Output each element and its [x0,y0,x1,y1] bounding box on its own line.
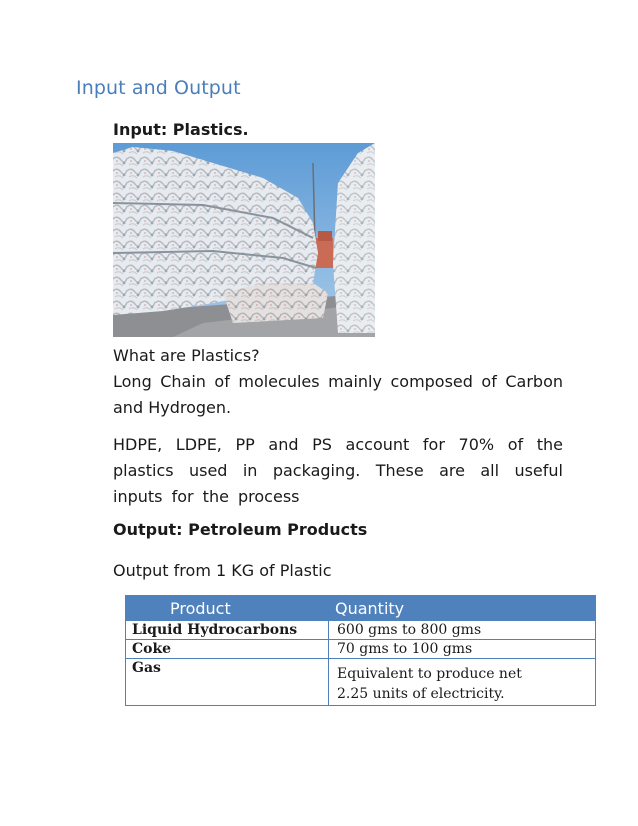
quantity-cell: 70 gms to 100 gms [329,640,596,659]
plastic-bales-photo [113,143,375,337]
table-row [126,640,596,659]
product-cell: Gas [126,659,329,706]
table-row [126,659,596,706]
quantity-cell: 600 gms to 800 gms [329,621,596,640]
output-label: Output: Petroleum Products [113,520,368,539]
quantity-line: 2.25 units of electricity. [337,686,505,702]
quantity-line: Equivalent to produce net [337,666,522,682]
plastics-paragraph: HDPE, LDPE, PP and PS account for 70% of the plastics used in packaging. These are all useful inputs for the process [113,435,563,506]
input-label: Input: Plastics. [113,120,249,139]
product-cell: Liquid Hydrocarbons [126,621,329,640]
column-header-quantity: Quantity [329,596,596,621]
table-row [126,621,596,640]
column-header-product: Product [126,596,329,621]
product-cell: Coke [126,640,329,659]
output-table [125,595,596,706]
section-heading: Input and Output [76,77,241,99]
output-subtitle: Output from 1 KG of Plastic [113,561,332,580]
question-text: What are Plastics? [113,346,260,365]
table-header-row [126,596,596,621]
answer-text: Long Chain of molecules mainly composed of Carbon and Hydrogen. [113,372,563,417]
quantity-cell [329,659,596,706]
